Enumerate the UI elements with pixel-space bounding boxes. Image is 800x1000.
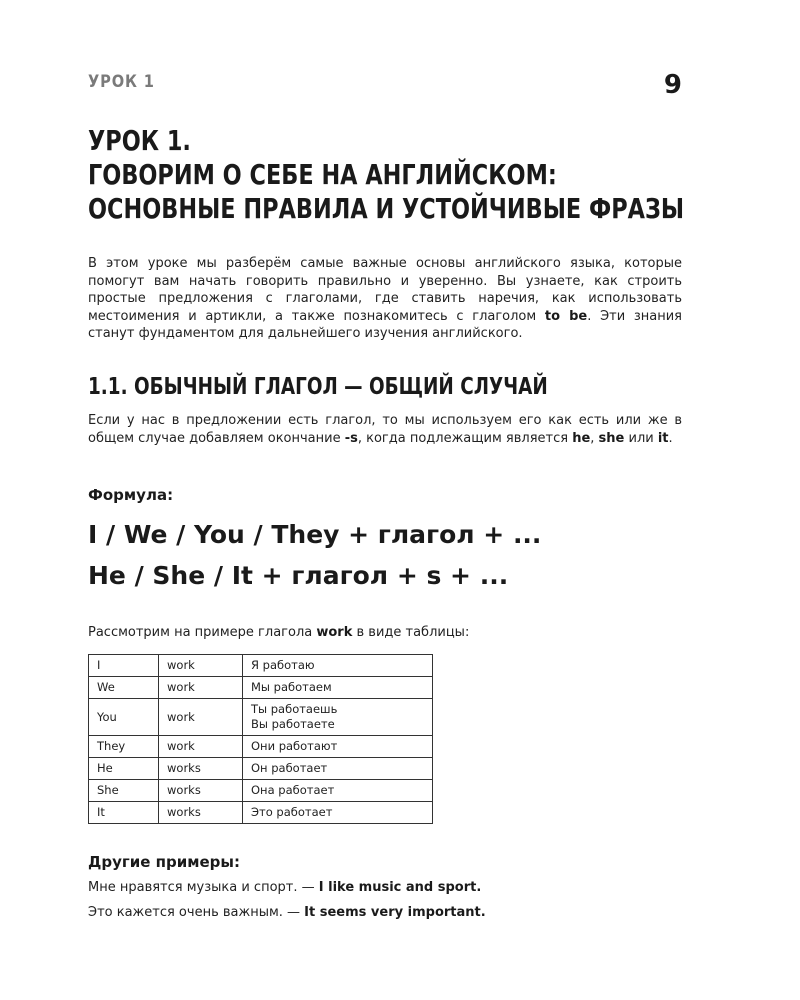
- running-head: УРОК 1: [88, 72, 155, 92]
- example-ru: Мне нравятся музыка и спорт. —: [88, 880, 319, 895]
- section-text-part: или: [624, 430, 658, 446]
- section-bold: -s: [344, 430, 358, 446]
- example-en: It seems very important.: [304, 905, 486, 920]
- verb-cell: work: [159, 699, 243, 736]
- formula-label: Формула:: [88, 486, 174, 504]
- pronoun-cell: You: [89, 699, 159, 736]
- intro-text: В этом уроке мы разберём самые важные основы английского языка, которые помогут вам начать говорить правильно и уверенно. Вы узнаете, как строить простые предложения с глаголами, где ставить наречия, как использовать местоимения и артикли, а также познакомитесь с глаголом: [88, 256, 682, 324]
- formula-line-1: I / We / You / They + глагол + ...: [88, 520, 542, 549]
- chapter-title: [88, 124, 685, 226]
- intro-paragraph: [88, 255, 682, 343]
- translation-cell: Мы работаем: [243, 677, 433, 699]
- pronoun-cell: He: [89, 758, 159, 780]
- pronoun-cell: I: [89, 655, 159, 677]
- table-row: [89, 736, 433, 758]
- section-title: 1.1. ОБЫЧНЫЙ ГЛАГОЛ — ОБЩИЙ СЛУЧАЙ: [88, 374, 548, 400]
- translation-cell: Она работает: [243, 780, 433, 802]
- section-text-part: ,: [590, 430, 599, 446]
- section-text-part: Если у нас в предложении есть глагол, то мы используем его как есть или же в общем случае добавляем окончание: [88, 413, 682, 446]
- section-bold: he: [572, 430, 591, 446]
- example-ru: Это кажется очень важным. —: [88, 905, 305, 920]
- verb-cell: works: [159, 780, 243, 802]
- intro-bold-term: to be: [544, 308, 588, 324]
- translation-cell: [243, 699, 433, 736]
- table-row: [89, 655, 433, 677]
- section-text-part: .: [668, 430, 673, 446]
- formula-line-2: He / She / It + глагол + s + ...: [88, 561, 509, 590]
- translation-line: Вы работаете: [251, 717, 335, 731]
- translation-cell: Это работает: [243, 802, 433, 824]
- page-number: 9: [663, 70, 682, 100]
- example-sentence: [88, 905, 486, 920]
- verb-cell: work: [159, 736, 243, 758]
- section-bold: it: [657, 430, 669, 446]
- intro-text-end: . Эти знания станут фундаментом для дальнейшего изучения английского.: [88, 308, 683, 341]
- table-row: [89, 699, 433, 736]
- translation-cell: Он работает: [243, 758, 433, 780]
- translation-line: Ты работаешь: [251, 702, 338, 716]
- pronoun-cell: She: [89, 780, 159, 802]
- verb-cell: work: [159, 655, 243, 677]
- chapter-title-line: УРОК 1.: [88, 124, 191, 157]
- verb-cell: work: [159, 677, 243, 699]
- pronoun-cell: They: [89, 736, 159, 758]
- section-bold: she: [598, 430, 625, 446]
- section-text-part: , когда подлежащим является: [357, 430, 573, 446]
- table-row: [89, 780, 433, 802]
- pronoun-cell: It: [89, 802, 159, 824]
- example-en: I like music and sport.: [318, 880, 482, 895]
- table-intro-text-end: в виде таблицы:: [352, 625, 470, 640]
- translation-cell: Они работают: [243, 736, 433, 758]
- conjugation-table: [88, 654, 433, 824]
- chapter-title-line: ГОВОРИМ О СЕБЕ НА АНГЛИЙСКОМ:: [88, 158, 557, 191]
- table-row: [89, 677, 433, 699]
- table-row: [89, 802, 433, 824]
- section-paragraph: [88, 412, 682, 447]
- table-row: [89, 758, 433, 780]
- table-intro-bold: work: [316, 625, 353, 640]
- verb-cell: works: [159, 758, 243, 780]
- chapter-title-line: ОСНОВНЫЕ ПРАВИЛА И УСТОЙЧИВЫЕ ФРАЗЫ: [88, 192, 685, 225]
- table-intro-text: Рассмотрим на примере глагола: [88, 625, 317, 640]
- table-intro: [88, 625, 469, 640]
- verb-cell: works: [159, 802, 243, 824]
- pronoun-cell: We: [89, 677, 159, 699]
- examples-label: Другие примеры:: [88, 853, 240, 871]
- translation-cell: Я работаю: [243, 655, 433, 677]
- example-sentence: [88, 880, 481, 895]
